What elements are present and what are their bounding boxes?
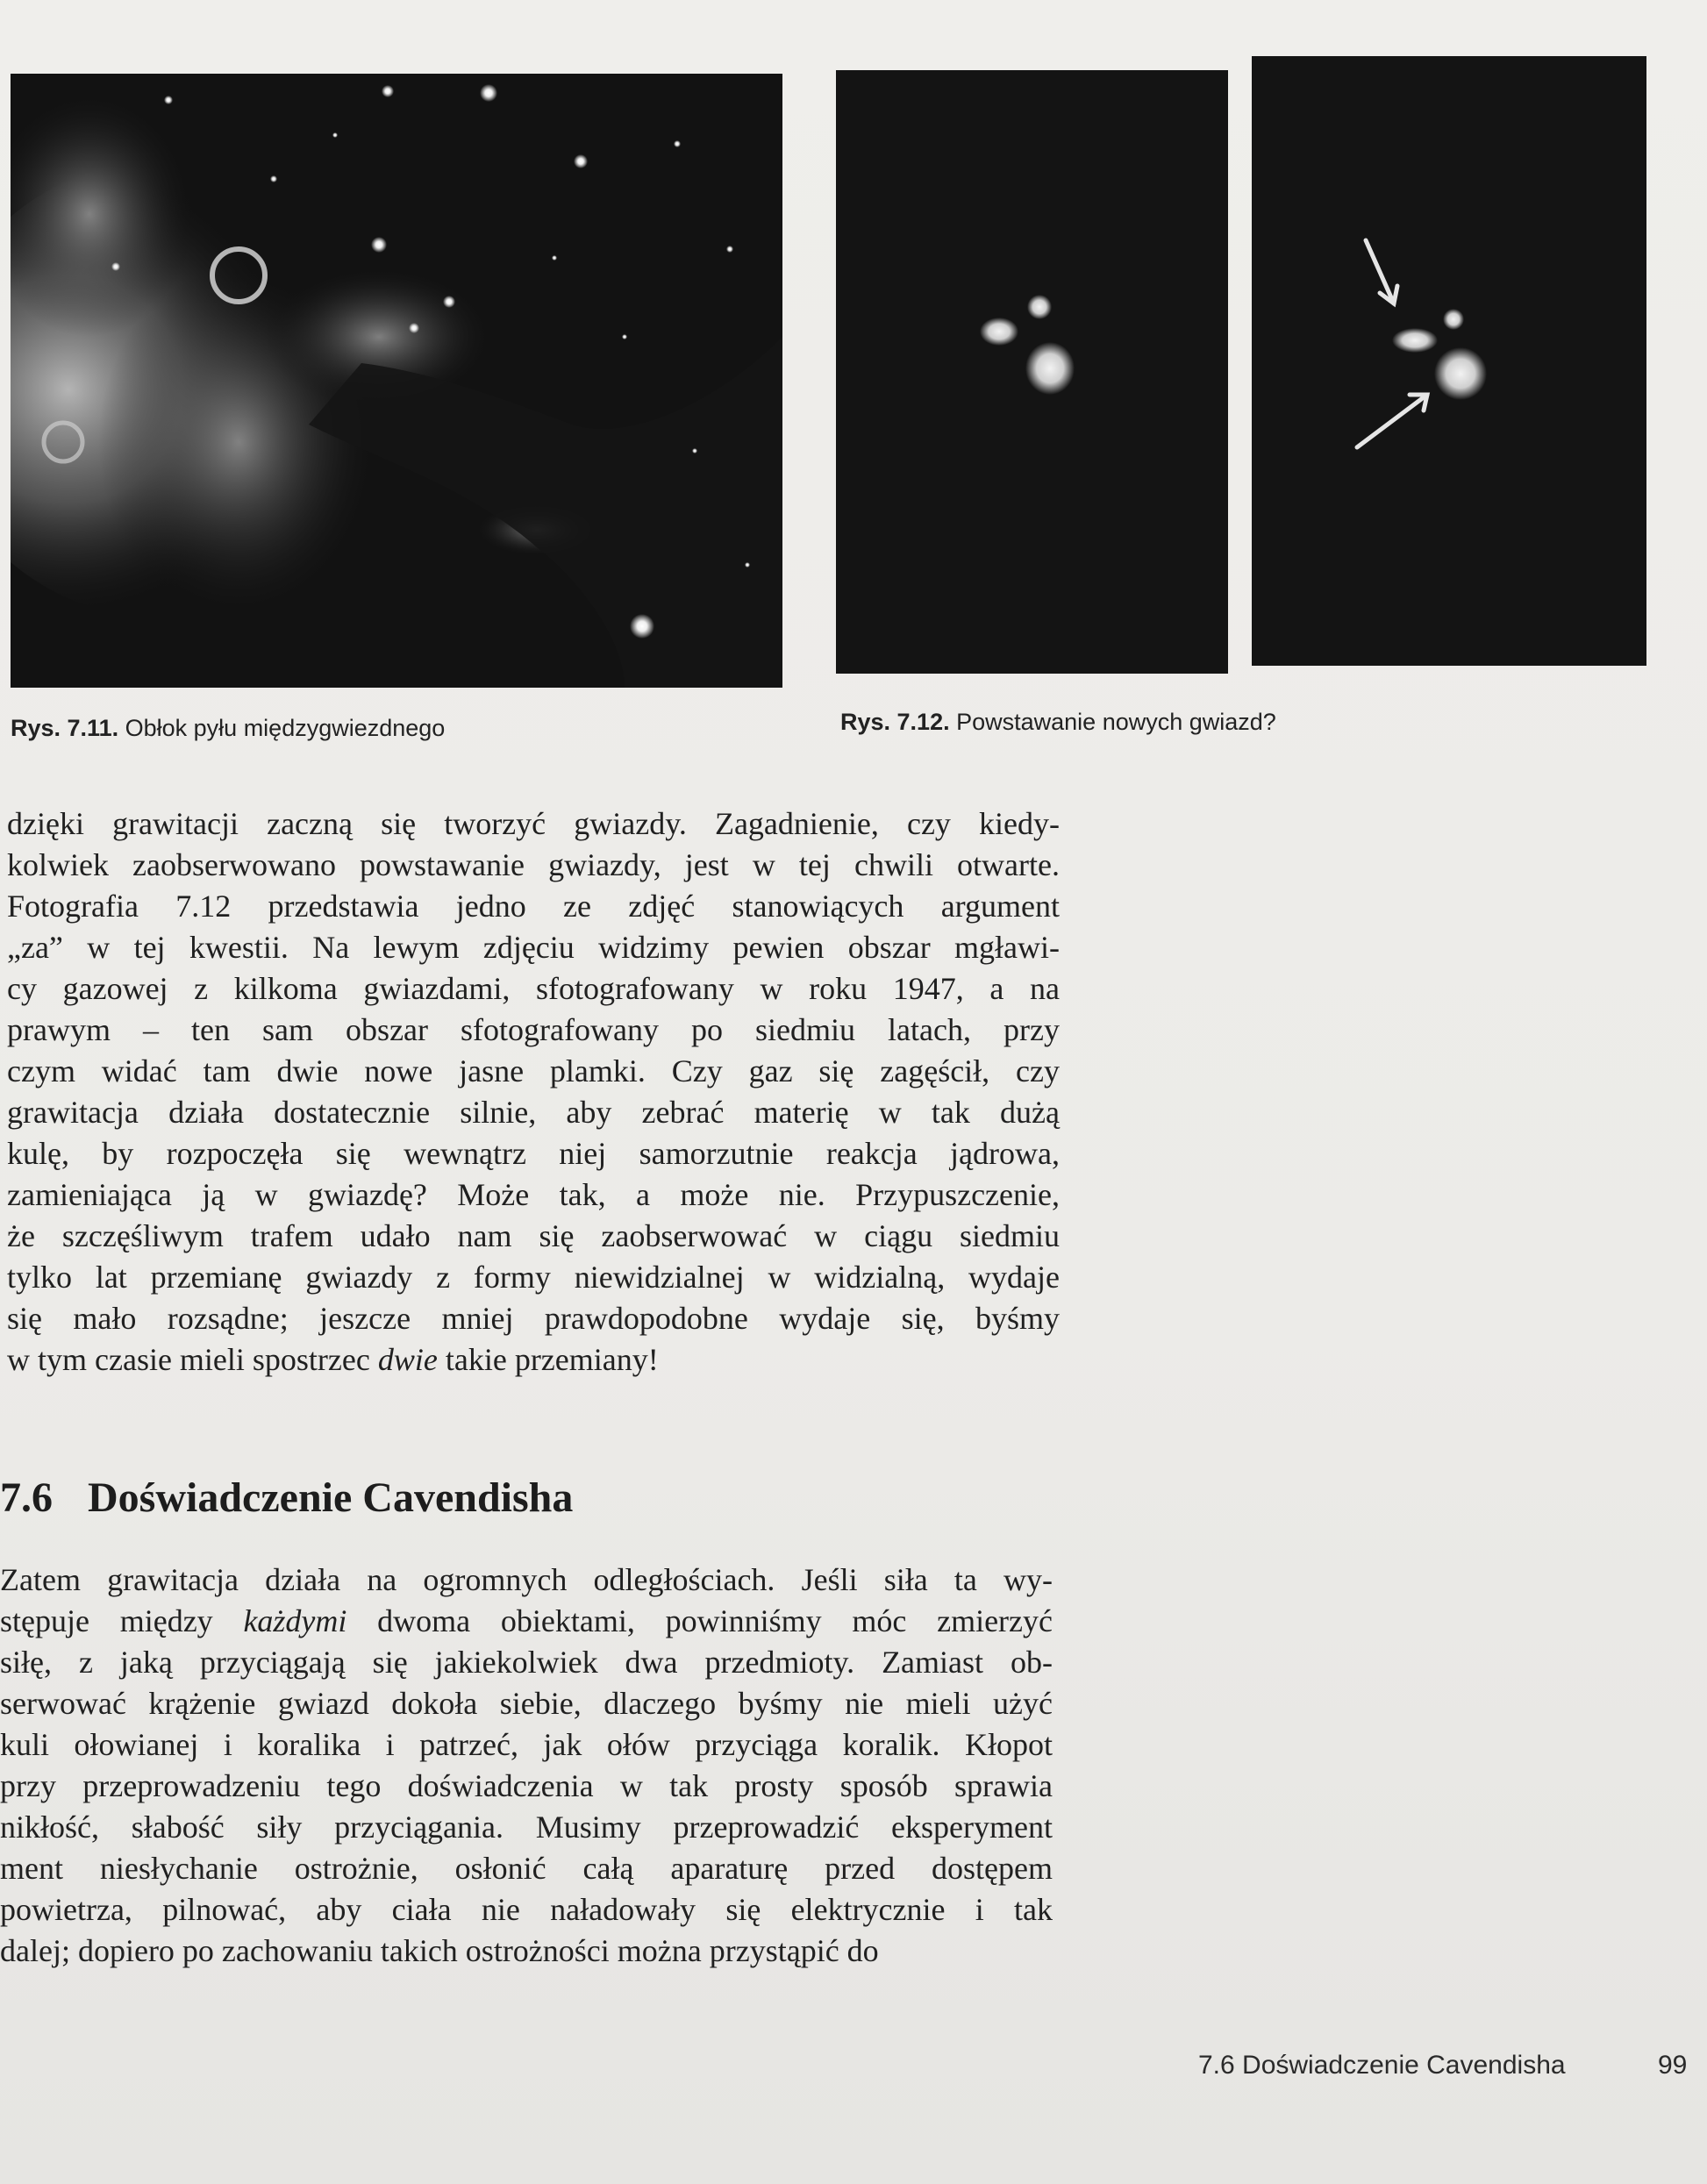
page-number: 99 — [1658, 2051, 1688, 2080]
section-title: Doświadczenie Cavendisha — [88, 1474, 574, 1521]
text-line: grawitacja działa dostatecznie silnie, aby zebrać materię w tak dużą — [7, 1095, 1060, 1130]
text-line: że szczęśliwym trafem udało nam się zaobserwować w ciągu siedmiu — [7, 1218, 1060, 1253]
text-fragment: stępuje między — [0, 1603, 244, 1638]
text-fragment: takie przemiany! — [437, 1342, 659, 1377]
text-line: przy przeprowadzeniu tego doświadczenia w tak prosty sposób sprawia — [0, 1768, 1053, 1803]
text-line: kulę, by rozpoczęła się wewnątrz niej samorzutnie reakcja jądrowa, — [7, 1136, 1060, 1171]
figure-caption-text: Obłok pyłu międzygwiezdnego — [125, 715, 446, 741]
star-field-photo-later — [1252, 56, 1646, 666]
text-line: się mało rozsądne; jeszcze mniej prawdopodobne wydaje się, byśmy — [7, 1301, 1060, 1336]
text-line: nikłość, słabość siły przyciągania. Musimy przeprowadzić eksperyment — [0, 1809, 1053, 1845]
text-line: „za” w tej kwestii. Na lewym zdjęciu widzimy pewien obszar mgławi- — [7, 930, 1060, 965]
running-footer-title: 7.6 Doświadczenie Cavendisha — [1198, 2051, 1566, 2080]
text-line — [0, 1601, 1053, 1642]
figure-label: Rys. 7.12. — [840, 709, 950, 735]
text-line — [7, 1339, 1060, 1381]
text-line: czym widać tam dwie nowe jasne plamki. Czy gaz się zagęścił, czy — [7, 1053, 1060, 1088]
text-fragment: dwoma obiektami, powinniśmy móc zmierzyć — [346, 1603, 1053, 1638]
star-field-photo-1947 — [836, 70, 1228, 674]
figure-caption-7-12 — [840, 709, 1276, 736]
text-line: tylko lat przemianę gwiazdy z formy niewidzialnej w widzialną, wydaje — [7, 1260, 1060, 1295]
figure-label: Rys. 7.11. — [11, 715, 119, 741]
text-line: powietrza, pilnować, aby ciała nie naładowały się elektrycznie i tak — [0, 1892, 1053, 1927]
text-line: serwować krążenie gwiazd dokoła siebie, dlaczego byśmy nie mieli użyć — [0, 1686, 1053, 1721]
text-line: prawym – ten sam obszar sfotografowany po siedmiu latach, przy — [7, 1012, 1060, 1047]
text-line: kuli ołowianej i koralika i patrzeć, jak ołów przyciąga koralik. Kłopot — [0, 1727, 1053, 1762]
text-line: kolwiek zaobserwowano powstawanie gwiazdy, jest w tej chwili otwarte. — [7, 847, 1060, 882]
figure-caption-text: Powstawanie nowych gwiazd? — [956, 709, 1276, 735]
section-number: 7.6 — [0, 1474, 53, 1521]
text-line: siłę, z jaką przyciągają się jakiekolwiek dwa przedmioty. Zamiast ob- — [0, 1645, 1053, 1680]
text-line: Zatem grawitacja działa na ogromnych odległościach. Jeśli siła ta wy- — [0, 1562, 1053, 1597]
emphasis: dwie — [377, 1342, 438, 1377]
text-line: cy gazowej z kilkoma gwiazdami, sfotografowany w roku 1947, a na — [7, 971, 1060, 1006]
emphasis: każdymi — [243, 1603, 347, 1638]
text-line: zamieniająca ją w gwiazdę? Może tak, a może nie. Przypuszczenie, — [7, 1177, 1060, 1212]
text-fragment: w tym czasie mieli spostrzec — [7, 1342, 378, 1377]
paragraph-cavendish — [0, 1559, 1053, 1972]
text-line: ment niesłychanie ostrożnie, osłonić całą aparaturę przed dostępem — [0, 1851, 1053, 1886]
paragraph-star-formation — [7, 803, 1060, 1381]
text-line: Fotografia 7.12 przedstawia jedno ze zdjęć stanowiących argument — [7, 889, 1060, 924]
section-heading — [0, 1474, 573, 1522]
nebula-photo — [11, 74, 782, 688]
figure-caption-7-11 — [11, 715, 445, 742]
text-line: dzięki grawitacji zaczną się tworzyć gwiazdy. Zagadnienie, czy kiedy- — [7, 806, 1060, 841]
text-line: dalej; dopiero po zachowaniu takich ostrożności można przystąpić do — [0, 1933, 879, 1968]
